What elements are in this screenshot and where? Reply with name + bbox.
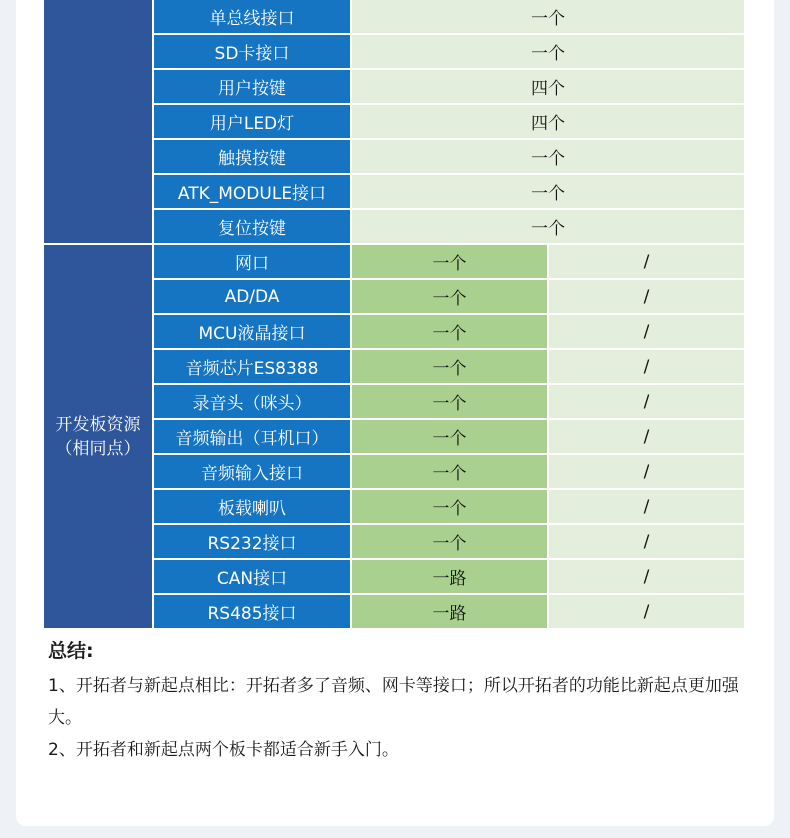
row-label: 网口 xyxy=(154,245,350,278)
row-other-value: / xyxy=(549,245,744,278)
row-label: MCU液晶接口 xyxy=(154,315,350,348)
summary-section xyxy=(48,636,758,766)
group-cell-top xyxy=(44,0,152,243)
row-label: RS232接口 xyxy=(154,525,350,558)
row-label: 音频输出（耳机口） xyxy=(154,420,350,453)
row-value: 一路 xyxy=(352,560,547,593)
row-other-value: / xyxy=(549,315,744,348)
row-other-value: / xyxy=(549,525,744,558)
row-label: 音频输入接口 xyxy=(154,455,350,488)
row-label: SD卡接口 xyxy=(154,35,350,68)
row-other-value: / xyxy=(549,420,744,453)
row-value: 一个 xyxy=(352,210,744,243)
row-value: 一路 xyxy=(352,595,547,628)
row-value: 一个 xyxy=(352,140,744,173)
summary-title: 总结: xyxy=(48,640,94,662)
row-other-value: / xyxy=(549,385,744,418)
comparison-table xyxy=(44,0,744,628)
row-value: 一个 xyxy=(352,350,547,383)
row-label: AD/DA xyxy=(154,280,350,313)
row-label: 触摸按键 xyxy=(154,140,350,173)
row-value: 一个 xyxy=(352,385,547,418)
row-other-value: / xyxy=(549,490,744,523)
row-value: 一个 xyxy=(352,0,744,33)
summary-point-2: 2、开拓者和新起点两个板卡都适合新手入门。 xyxy=(48,740,399,760)
row-value: 一个 xyxy=(352,35,744,68)
row-value: 一个 xyxy=(352,490,547,523)
row-value: 一个 xyxy=(352,525,547,558)
summary-point-1: 1、开拓者与新起点相比：开拓者多了音频、网卡等接口；所以开拓者的功能比新起点更加强大。 xyxy=(48,676,739,728)
row-label: 用户按键 xyxy=(154,70,350,103)
row-other-value: / xyxy=(549,595,744,628)
row-value: 一个 xyxy=(352,280,547,313)
row-label: ATK_MODULE接口 xyxy=(154,175,350,208)
row-other-value: / xyxy=(549,280,744,313)
row-label: 用户LED灯 xyxy=(154,105,350,138)
row-label: 录音头（咪头） xyxy=(154,385,350,418)
row-label: CAN接口 xyxy=(154,560,350,593)
group-label-line1: 开发板资源 xyxy=(55,414,141,435)
row-label: 复位按键 xyxy=(154,210,350,243)
row-value: 一个 xyxy=(352,455,547,488)
row-other-value: / xyxy=(549,560,744,593)
row-label: 单总线接口 xyxy=(154,0,350,33)
row-value: 一个 xyxy=(352,315,547,348)
row-other-value: / xyxy=(549,455,744,488)
group-cell-resources xyxy=(44,245,152,628)
row-value: 一个 xyxy=(352,175,744,208)
row-value: 四个 xyxy=(352,105,744,138)
group-label-line2: （相同点） xyxy=(55,438,141,459)
row-value: 一个 xyxy=(352,420,547,453)
row-other-value: / xyxy=(549,350,744,383)
row-value: 一个 xyxy=(352,245,547,278)
row-label: RS485接口 xyxy=(154,595,350,628)
row-label: 音频芯片ES8388 xyxy=(154,350,350,383)
row-value: 四个 xyxy=(352,70,744,103)
row-label: 板载喇叭 xyxy=(154,490,350,523)
